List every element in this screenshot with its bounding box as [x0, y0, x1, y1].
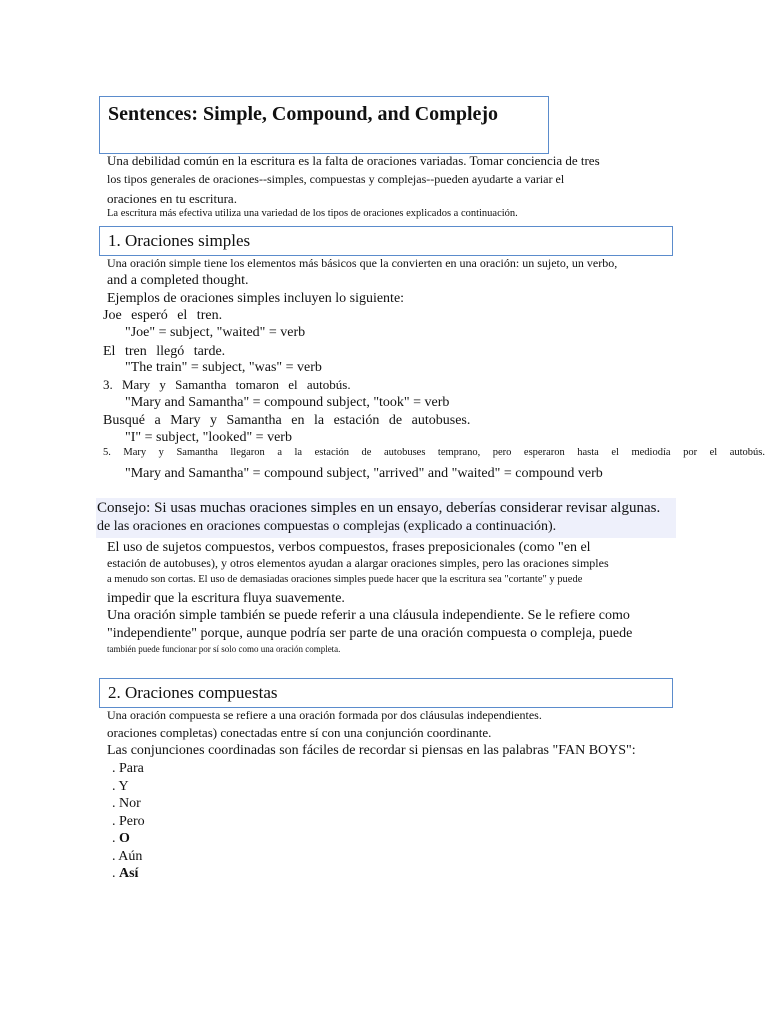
after-tip-line-2: estación de autobuses), y otros elementos ayudan a alargar oraciones simples, pero las oraciones simples — [107, 556, 609, 570]
section1-line-2: and a completed thought. — [107, 273, 249, 288]
list-item: . Nor — [112, 796, 141, 811]
example-4-note: "I" = subject, "looked" = verb — [125, 430, 292, 445]
section1-heading: 1. Oraciones simples — [108, 231, 251, 250]
tip-line-1: Consejo: Si usas muchas oraciones simples en un ensayo, deberías considerar revisar algunas. — [97, 500, 661, 516]
section2-heading: 2. Oraciones compuestas — [108, 683, 278, 702]
example-1-sentence: Joe esperó el tren. — [103, 308, 223, 323]
list-item: . Pero — [112, 814, 145, 829]
example-2-note: "The train" = subject, "was" = verb — [125, 360, 322, 375]
example-3-sentence: 3. Mary y Samantha tomaron el autobús. — [103, 377, 351, 392]
section2-line-3: Las conjunciones coordinadas son fáciles de recordar si piensas en las palabras "FAN BOYS": — [107, 743, 636, 758]
title-box — [99, 96, 549, 154]
intro-line-3: oraciones en tu escritura. — [107, 191, 237, 206]
intro-line-2: los tipos generales de oraciones--simples, compuestas y complejas--pueden ayudarte a variar el — [107, 172, 565, 186]
section2-line-2: oraciones completas) conectadas entre sí con una conjunción coordinante. — [107, 725, 492, 740]
after-tip-line-3: a menudo son cortas. El uso de demasiadas oraciones simples puede hacer que la escritura sea "cortante" y puede — [107, 574, 583, 585]
section1-heading-box — [99, 226, 673, 256]
section2-line-1: Una oración compuesta se refiere a una oración formada por dos cláusulas independientes. — [107, 708, 542, 722]
intro-line-4: La escritura más efectiva utiliza una variedad de los tipos de oraciones explicados a continuación. — [107, 208, 518, 219]
list-item: . Y — [112, 779, 129, 794]
tip-line-2: de las oraciones en oraciones compuestas o complejas (explicado a continuación). — [97, 519, 557, 534]
example-5-sentence — [103, 447, 765, 459]
page-title: Sentences: Simple, Compound, and Complejo — [108, 103, 499, 125]
example-4-sentence: Busqué a Mary y Samantha en la estación de autobuses. — [103, 413, 471, 428]
after-tip-line-7: también puede funcionar por sí solo como una oración completa. — [107, 644, 341, 654]
list-item: . Así — [112, 866, 139, 881]
section2-heading-box — [99, 678, 673, 708]
section1-line-1: Una oración simple tiene los elementos más básicos que la convierten en una oración: un sujeto, un verbo, — [107, 256, 618, 270]
list-item: . Aún — [112, 849, 143, 864]
after-tip-line-5: Una oración simple también se puede referir a una cláusula independiente. Se le refiere como — [107, 608, 630, 623]
example-5-text: 5. Mary y Samantha llegaron a la estación de autobuses temprano, pero esperaron hasta el mediodía por el autobús. — [103, 447, 765, 458]
example-5-note: "Mary and Samantha" = compound subject, "arrived" and "waited" = compound verb — [125, 466, 603, 481]
intro-line-1: Una debilidad común en la escritura es la falta de oraciones variadas. Tomar conciencia de tres — [107, 153, 600, 168]
after-tip-line-4: impedir que la escritura fluya suavemente. — [107, 591, 345, 606]
list-item: . O — [112, 831, 130, 846]
example-1-note: "Joe" = subject, "waited" = verb — [125, 325, 306, 340]
list-item: . Para — [112, 761, 144, 776]
section1-line-3: Ejemplos de oraciones simples incluyen lo siguiente: — [107, 291, 405, 306]
after-tip-line-6: "independiente" porque, aunque podría ser parte de una oración compuesta o compleja, puede — [107, 626, 633, 641]
after-tip-line-1: El uso de sujetos compuestos, verbos compuestos, frases preposicionales (como "en el — [107, 540, 591, 555]
example-2-sentence: El tren llegó tarde. — [103, 344, 226, 359]
example-3-note: "Mary and Samantha" = compound subject, "took" = verb — [125, 395, 450, 410]
